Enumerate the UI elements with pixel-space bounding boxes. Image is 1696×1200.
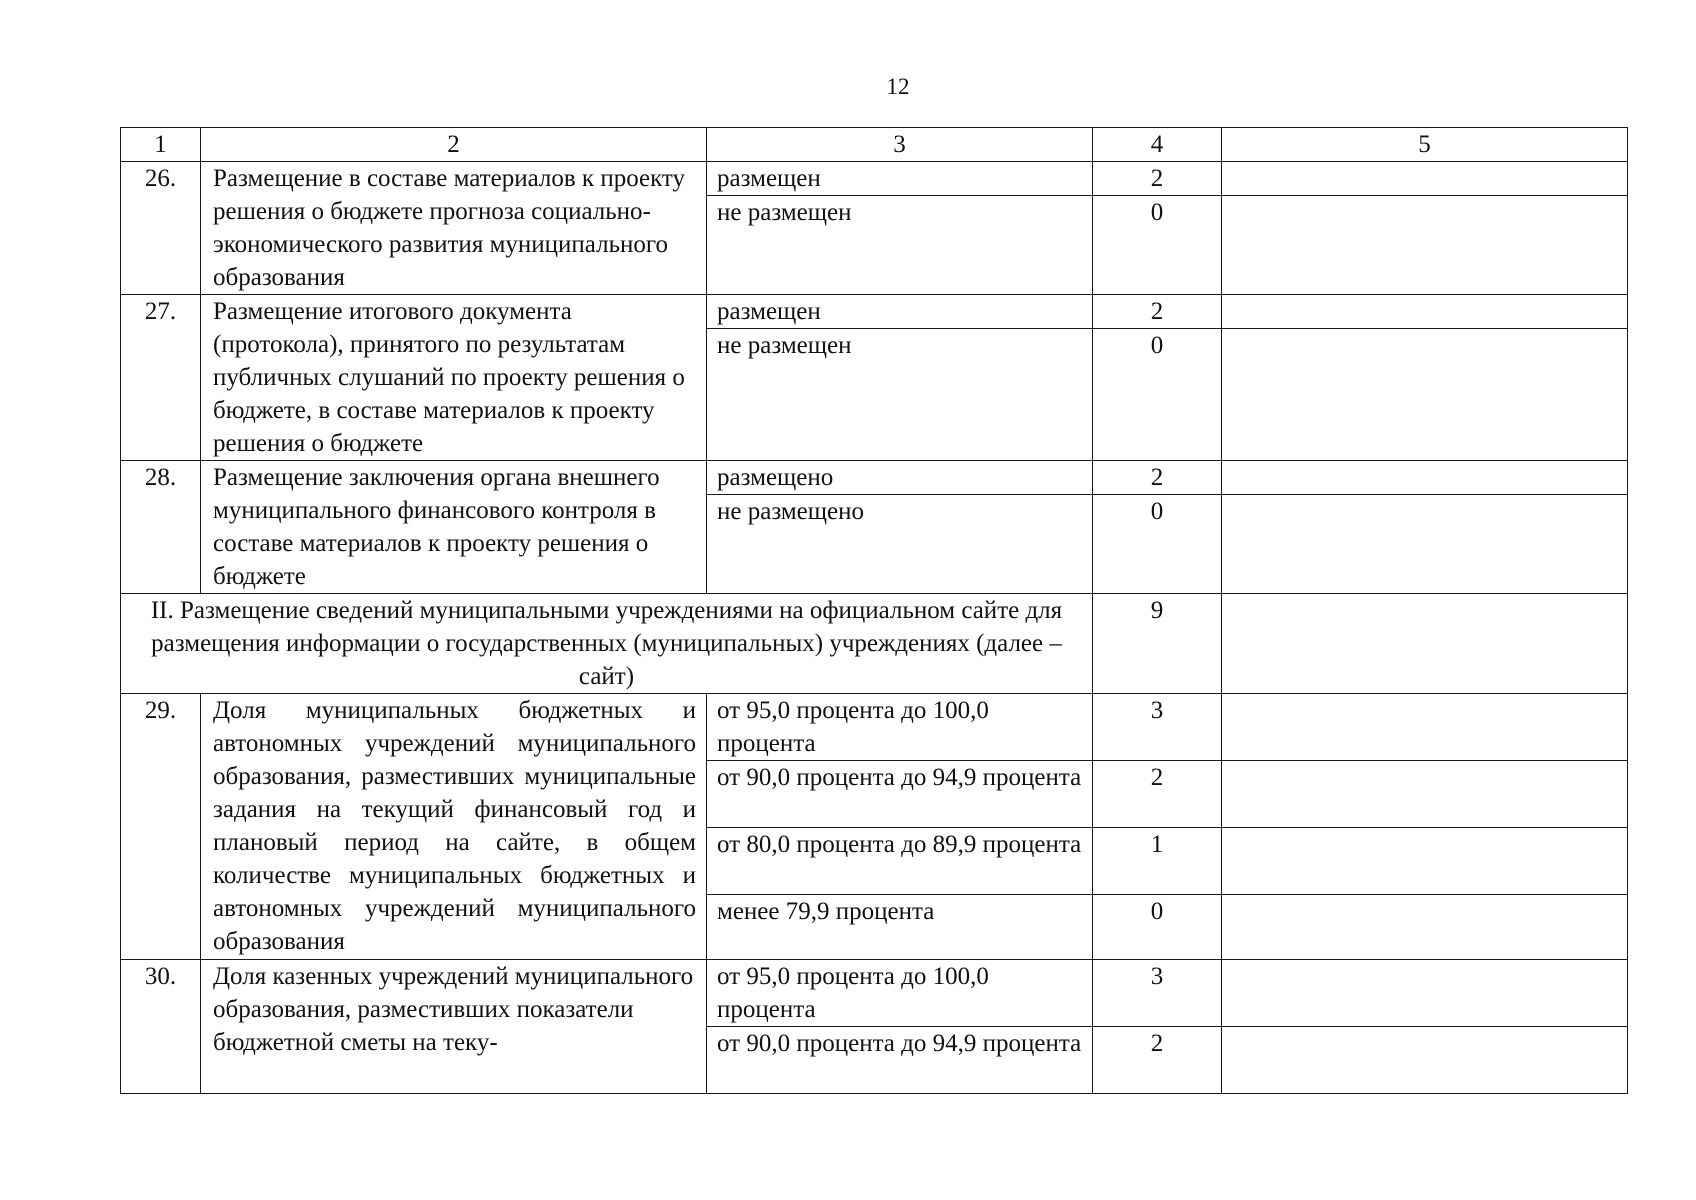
empty-cell	[1222, 495, 1628, 594]
criterion-text: Размещение заключения органа внешнего муниципального финансового контроля в составе материалов к проекту решения о бюджете	[201, 461, 707, 594]
option-score: 2	[1093, 761, 1222, 828]
empty-cell	[1222, 828, 1628, 895]
empty-cell	[1222, 594, 1628, 694]
row-number: 28.	[121, 461, 201, 594]
criterion-text: Размещение итогового документа (протокола), принятого по результатам публичных слушаний по проекту решения о бюджете, в составе материалов к проекту решения о бюджете	[201, 295, 707, 461]
empty-cell	[1222, 295, 1628, 329]
option-label: менее 79,9 процента	[707, 895, 1093, 960]
row-number: 26.	[121, 162, 201, 295]
option-score: 2	[1093, 295, 1222, 329]
empty-cell	[1222, 329, 1628, 461]
table-row	[121, 162, 1628, 196]
row-number: 29.	[121, 694, 201, 960]
option-label: размещен	[707, 162, 1093, 196]
table-row	[121, 295, 1628, 329]
section-title: II. Размещение сведений муниципальными учреждениями на официальном сайте для размещения информации о государственных (муниципальных) учреждениях (далее – сайт)	[121, 594, 1093, 694]
empty-cell	[1222, 162, 1628, 196]
section-row	[121, 594, 1628, 694]
table-row	[121, 461, 1628, 495]
empty-cell	[1222, 960, 1628, 1027]
header-col-3: 3	[707, 128, 1093, 162]
header-col-2: 2	[201, 128, 707, 162]
criterion-text: Доля казенных учреждений муниципального образования, разместивших показатели бюджетной сметы на теку-	[201, 960, 707, 1094]
empty-cell	[1222, 694, 1628, 761]
criteria-table	[120, 127, 1628, 1094]
empty-cell	[1222, 461, 1628, 495]
option-score: 2	[1093, 1027, 1222, 1094]
header-col-5: 5	[1222, 128, 1628, 162]
option-score: 3	[1093, 960, 1222, 1027]
option-score: 1	[1093, 828, 1222, 895]
empty-cell	[1222, 1027, 1628, 1094]
option-label: не размещен	[707, 196, 1093, 295]
option-label: от 90,0 процента до 94,9 процента	[707, 761, 1093, 828]
header-col-4: 4	[1093, 128, 1222, 162]
option-score: 3	[1093, 694, 1222, 761]
option-label: не размещен	[707, 329, 1093, 461]
criterion-text: Размещение в составе материалов к проекту решения о бюджете прогноза социально-экономического развития муниципального образования	[201, 162, 707, 295]
header-col-1: 1	[121, 128, 201, 162]
option-label: не размещено	[707, 495, 1093, 594]
option-score: 2	[1093, 162, 1222, 196]
option-score: 0	[1093, 495, 1222, 594]
option-label: от 95,0 процента до 100,0 процента	[707, 960, 1093, 1027]
row-number: 30.	[121, 960, 201, 1094]
table-header-row	[121, 128, 1628, 162]
option-label: размещен	[707, 295, 1093, 329]
empty-cell	[1222, 895, 1628, 960]
section-score: 9	[1093, 594, 1222, 694]
option-label: размещено	[707, 461, 1093, 495]
criterion-text: Доля муниципальных бюджетных и автономных учреждений муниципального образования, разместивших муниципальные задания на текущий финансовый год и плановый период на сайте, в общем количестве муниципальных бюджетных и автономных учреждений муниципального образования	[201, 694, 707, 960]
option-score: 0	[1093, 895, 1222, 960]
table-row	[121, 960, 1628, 1027]
option-label: от 80,0 процента до 89,9 процента	[707, 828, 1093, 895]
table-row	[121, 694, 1628, 761]
option-label: от 90,0 процента до 94,9 процента	[707, 1027, 1093, 1094]
page-number: 12	[886, 74, 910, 99]
empty-cell	[1222, 196, 1628, 295]
option-label: от 95,0 процента до 100,0 процента	[707, 694, 1093, 761]
empty-cell	[1222, 761, 1628, 828]
option-score: 2	[1093, 461, 1222, 495]
option-score: 0	[1093, 329, 1222, 461]
row-number: 27.	[121, 295, 201, 461]
option-score: 0	[1093, 196, 1222, 295]
